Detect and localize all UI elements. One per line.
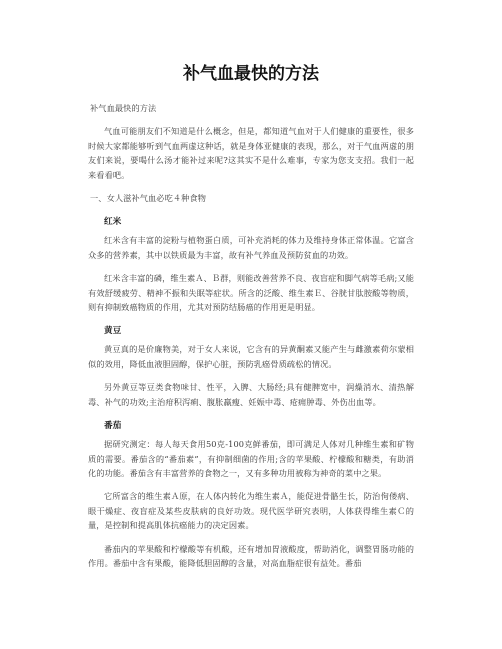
paragraph: 另外黄豆等豆类食物味甘、性平，入脾、大肠经;具有健脾宽中，润燥消水、清热解毒、补气的功效;主治疳积泻痢、腹胀羸瘦、妊娠中毒、疮痈肿毒、外伤出血等。 xyxy=(88,382,414,407)
document-body xyxy=(88,101,414,570)
document-subtitle: 补气血最快的方法 xyxy=(90,103,157,113)
food-heading-soybean: 黄豆 xyxy=(104,326,122,337)
intro-paragraph: 气血可能朋友们不知道是什么概念，但是，都知道气血对于人们健康的重要性，很多时候大家都能够听到气血两虚这种话，就是身体亚健康的表现，那么，对于气血两虚的朋友们来说，要喝什么汤才能补过来呢?这其实不是什么难事，专家为您支支招。我们一起来看看吧。 xyxy=(88,126,414,180)
document-title: 补气血最快的方法 xyxy=(183,64,319,84)
paragraph: 红米含有丰富的淀粉与植物蛋白质，可补充消耗的体力及维持身体正常体温。它富含众多的营养素，其中以铁质最为丰富，故有补气养血及预防贫血的功效。 xyxy=(88,235,414,260)
paragraph: 番茄内的苹果酸和柠檬酸等有机酸，还有增加胃液酸度，帮助消化，调整胃肠功能的作用。番茄中含有果酸，能降低胆固醇的含量，对高血脂症很有益处。番茄 xyxy=(88,543,414,568)
paragraph: 黄豆真的是价廉物美，对于女人来说，它含有的异黄酮素又能产生与雌激素荷尔蒙相似的效用，降低血液胆固醇，保护心脏，预防乳癌骨质疏松的情况。 xyxy=(88,344,414,369)
paragraph: 据研究测定：每人每天食用50克-100克鲜番茄，即可满足人体对几种维生素和矿物质的需要。番茄含的“番茄素”，有抑制细菌的作用;含的苹果酸、柠檬酸和糖类，有助消化的功能。番茄含有丰富营养的食物之一，又有多种功用被称为神奇的菜中之果。 xyxy=(88,439,414,478)
paragraph: 红米含丰富的磷，维生素Ａ、Ｂ群，则能改善营养不良、夜盲症和脚气病等毛病;又能有效舒缓疲劳、精神不振和失眠等症状。所含的泛酸、维生素Ｅ、谷胱甘肽胺酸等物质，则有抑制致癌物质的作用，尤其对预防结肠癌的作用更是明显。 xyxy=(88,273,414,313)
section-heading: 一、女人滋补气血必吃４种食物 xyxy=(90,193,207,204)
food-heading-red-rice: 红米 xyxy=(104,217,122,228)
food-heading-tomato: 番茄 xyxy=(104,421,122,432)
paragraph: 它所富含的维生素Ａ原，在人体内转化为维生素Ａ，能促进骨骼生长，防治佝偻病、眼干燥症、夜盲症及某些皮肤病的良好功效。现代医学研究表明，人体获得维生素Ｃ的量，是控制和提高肌体抗癌能力的决定因素。 xyxy=(88,491,414,531)
